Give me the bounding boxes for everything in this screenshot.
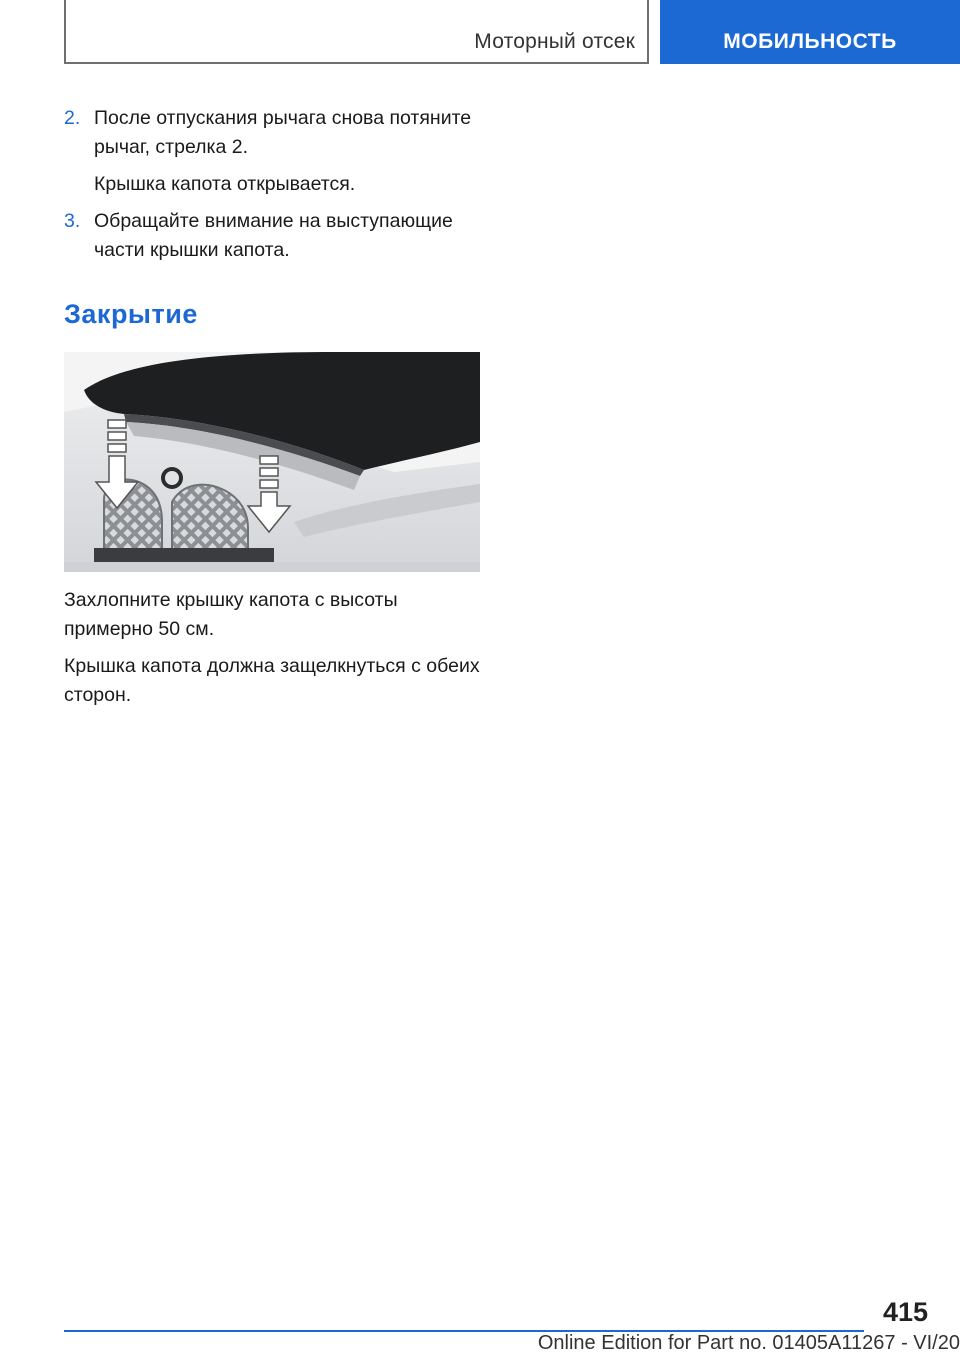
step-text: Обращайте внимание на выступающие части крышки капота. [94,210,453,261]
section-title: Закрытие [64,299,198,329]
header-chapter-label: МОБИЛЬНОСТЬ [723,30,897,53]
paragraph: Крышка капота должна защелкнуться с обеих сторон. [64,655,480,706]
step-number: 2. [64,107,81,129]
footer-edition: Online Edition for Part no. 01405A11267 - VI/20 [537,1332,960,1354]
paragraph: Захлопните крышку капота с высоты примерно 50 см. [64,589,398,640]
step-item [64,207,484,265]
header-chapter-tab [660,0,960,64]
car-hood-closing-illustration [64,352,480,572]
step-item [64,104,484,199]
header-section-tab [64,0,649,64]
header-section-label: Моторный отсек [474,30,635,53]
step-text: После отпускания рычага снова потяните рычаг, стрелка 2. [94,107,472,158]
page-number: 415 [882,1297,928,1327]
main-content [64,104,484,718]
step-result: Крышка капота открывается. [94,173,356,195]
step-number: 3. [64,210,81,232]
